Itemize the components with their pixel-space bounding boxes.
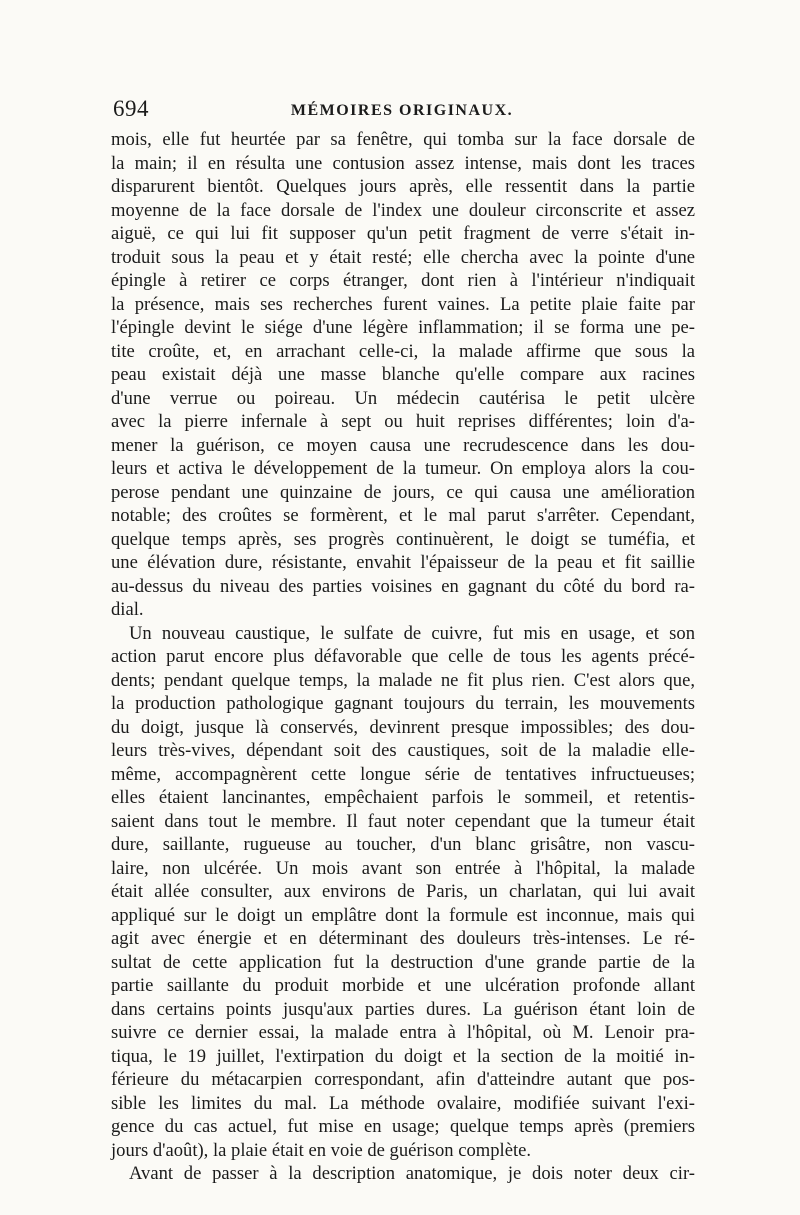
text-line: aiguë, ce qui lui fit supposer qu'un petit fragment de verre s'était in- bbox=[111, 223, 695, 244]
text-line: une élévation dure, résistante, envahit l'épaisseur de la peau et fit saillie bbox=[111, 552, 695, 573]
text-line: elles étaient lancinantes, empêchaient parfois le sommeil, et retentis- bbox=[111, 787, 695, 808]
text-line: sible les limites du mal. La méthode ovalaire, modifiée suivant l'exi- bbox=[111, 1092, 695, 1114]
text-line: saient dans tout le membre. Il faut noter cependant que la tumeur était bbox=[111, 810, 695, 832]
text-line: jours d'août), la plaie était en voie de guérison complète. bbox=[111, 1139, 532, 1161]
text-line: avec la pierre infernale à sept ou huit reprises différentes; loin d'a- bbox=[111, 411, 695, 432]
text-line: leurs et activa le développement de la tumeur. On employa alors la cou- bbox=[111, 458, 695, 479]
text-line: mener la guérison, ce moyen causa une recrudescence dans les dou- bbox=[111, 434, 695, 456]
text-line: la main; il en résulta une contusion assez intense, mais dont les traces bbox=[111, 152, 695, 174]
text-line: la présence, mais ses recherches furent vaines. La petite plaie faite par bbox=[111, 293, 695, 315]
text-line: au-dessus du niveau des parties voisines en gagnant du côté du bord ra- bbox=[111, 575, 695, 597]
text-line: tiqua, le 19 juillet, l'extirpation du doigt et la section de la moitié in- bbox=[111, 1045, 695, 1067]
text-line: dents; pendant quelque temps, la malade ne fit plus rien. C'est alors que, bbox=[111, 669, 695, 691]
text-line: dial. bbox=[111, 599, 144, 620]
text-line: du doigt, jusque là conservés, devinrent presque impossibles; des dou- bbox=[111, 716, 695, 738]
text-line: disparurent bientôt. Quelques jours après, elle ressentit dans la partie bbox=[111, 176, 695, 197]
text-line: peau existait déjà une masse blanche qu'elle compare aux racines bbox=[111, 364, 695, 385]
text-line: sultat de cette application fut la destruction d'une grande partie de la bbox=[111, 951, 695, 973]
text-line: laire, non ulcérée. Un mois avant son entrée à l'hôpital, la malade bbox=[111, 857, 695, 879]
body-text bbox=[111, 128, 695, 1186]
text-line: épingle à retirer ce corps étranger, dont rien à l'intérieur n'indiquait bbox=[111, 270, 695, 291]
text-line: appliqué sur le doigt un emplâtre dont la formule est inconnue, mais qui bbox=[111, 904, 695, 926]
text-line: notable; des croûtes se formèrent, et le mal parut s'arrêter. Cependant, bbox=[111, 505, 695, 526]
text-line: était allée consulter, aux environs de Paris, un charlatan, qui lui avait bbox=[111, 881, 695, 902]
text-line: même, accompagnèrent cette longue série de tentatives infructueuses; bbox=[111, 763, 695, 785]
text-line: d'une verrue ou poireau. Un médecin cautérisa le petit ulcère bbox=[111, 387, 695, 409]
text-line: dans certains points jusqu'aux parties dures. La guérison étant loin de bbox=[111, 998, 695, 1020]
text-line: férieure du métacarpien correspondant, afin d'atteindre autant que pos- bbox=[111, 1069, 695, 1090]
text-line: perose pendant une quinzaine de jours, ce qui causa une amélioration bbox=[111, 481, 695, 503]
text-line: partie saillante du produit morbide et une ulcération profonde allant bbox=[111, 975, 695, 996]
text-line: gence du cas actuel, fut mise en usage; quelque temps après (premiers bbox=[111, 1116, 695, 1137]
text-line: troduit sous la peau et y était resté; elle chercha avec la pointe d'une bbox=[111, 246, 695, 268]
text-line: Un nouveau caustique, le sulfate de cuivre, fut mis en usage, et son bbox=[129, 622, 695, 644]
text-line: dure, saillante, rugueuse au toucher, d'un blanc grisâtre, non vascu- bbox=[111, 834, 695, 855]
text-line: quelque temps après, ses progrès continuèrent, le doigt se tuméfia, et bbox=[111, 528, 695, 550]
text-line: tite croûte, et, en arrachant celle-ci, la malade affirme que sous la bbox=[111, 340, 695, 362]
running-title: MÉMOIRES ORIGINAUX. bbox=[290, 102, 514, 119]
page-header bbox=[113, 96, 691, 126]
text-line: moyenne de la face dorsale de l'index une douleur circonscrite et assez bbox=[111, 199, 695, 221]
text-line: mois, elle fut heurtée par sa fenêtre, qui tomba sur la face dorsale de bbox=[111, 129, 695, 150]
text-line: l'épingle devint le siége d'une légère inflammation; il se forma une pe- bbox=[111, 317, 695, 338]
text-line: suivre ce dernier essai, la malade entra à l'hôpital, où M. Lenoir pra- bbox=[111, 1022, 695, 1043]
text-line: agit avec énergie et en déterminant des douleurs très-intenses. Le ré- bbox=[111, 928, 695, 949]
text-line: action parut encore plus défavorable que celle de tous les agents précé- bbox=[111, 646, 695, 667]
text-line: leurs très-vives, dépendant soit des caustiques, soit de la maladie elle- bbox=[111, 740, 695, 761]
page-number: 694 bbox=[113, 96, 149, 121]
text-line: Avant de passer à la description anatomique, je dois noter deux cir- bbox=[129, 1163, 695, 1184]
text-line: la production pathologique gagnant toujours du terrain, les mouvements bbox=[111, 693, 695, 714]
